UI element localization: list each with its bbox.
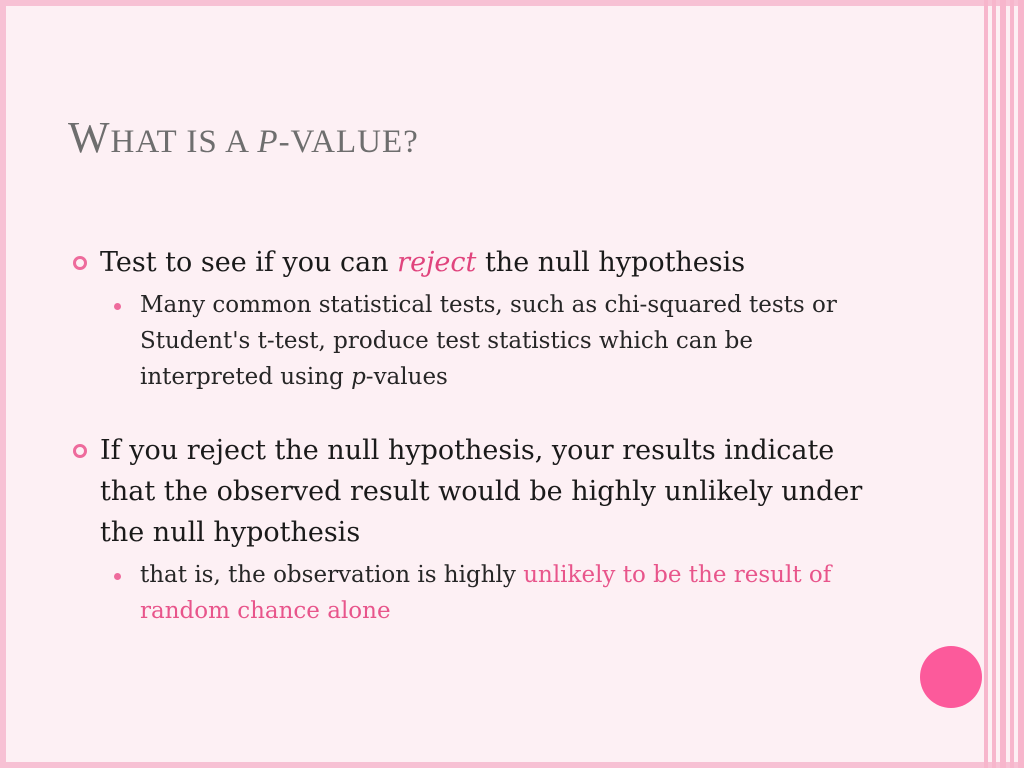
slide-content xyxy=(68,242,888,629)
bullet-2-text: If you reject the null hypothesis, your results indicate that the observed result would be highly unlikely under the null hypothesis xyxy=(100,435,863,548)
title-p-italic: P xyxy=(257,124,279,160)
title-text: HAT IS A xyxy=(110,124,258,160)
sub-bullet-1 xyxy=(68,287,888,395)
stripe xyxy=(992,0,996,768)
title-initial: W xyxy=(68,113,111,162)
ring-bullet-icon xyxy=(73,444,87,458)
decorative-circle xyxy=(920,646,982,708)
stripe xyxy=(1018,0,1024,768)
bullet-1-text-post: the null hypothesis xyxy=(476,247,746,278)
dot-bullet-icon xyxy=(114,303,121,310)
sub-bullet-2-text: that is, the observation is highly xyxy=(140,562,524,588)
sub-bullet-1-text: Many common statistical tests, such as chi-squared tests or Student's t-test, produce test statistics which can be interpreted using xyxy=(140,292,837,390)
dot-bullet-icon xyxy=(114,573,121,580)
stripe xyxy=(1000,0,1006,768)
sub-bullet-2 xyxy=(68,557,888,629)
bullet-2 xyxy=(68,430,888,553)
sub-bullet-1-p-italic: p xyxy=(351,364,366,390)
slide-title xyxy=(68,112,419,163)
bullet-1-emphasis: reject xyxy=(397,247,477,278)
title-suffix: -VALUE? xyxy=(278,124,419,160)
decorative-stripes xyxy=(982,0,1024,768)
stripe xyxy=(1010,0,1014,768)
sub-bullet-2-highlight: unlikely to be the result of random chance alone xyxy=(140,562,832,624)
sub-bullet-1-suffix: -values xyxy=(365,364,448,390)
bullet-1 xyxy=(68,242,888,283)
bullet-1-text-pre: Test to see if you can xyxy=(100,247,398,278)
ring-bullet-icon xyxy=(73,256,87,270)
stripe xyxy=(984,0,988,768)
